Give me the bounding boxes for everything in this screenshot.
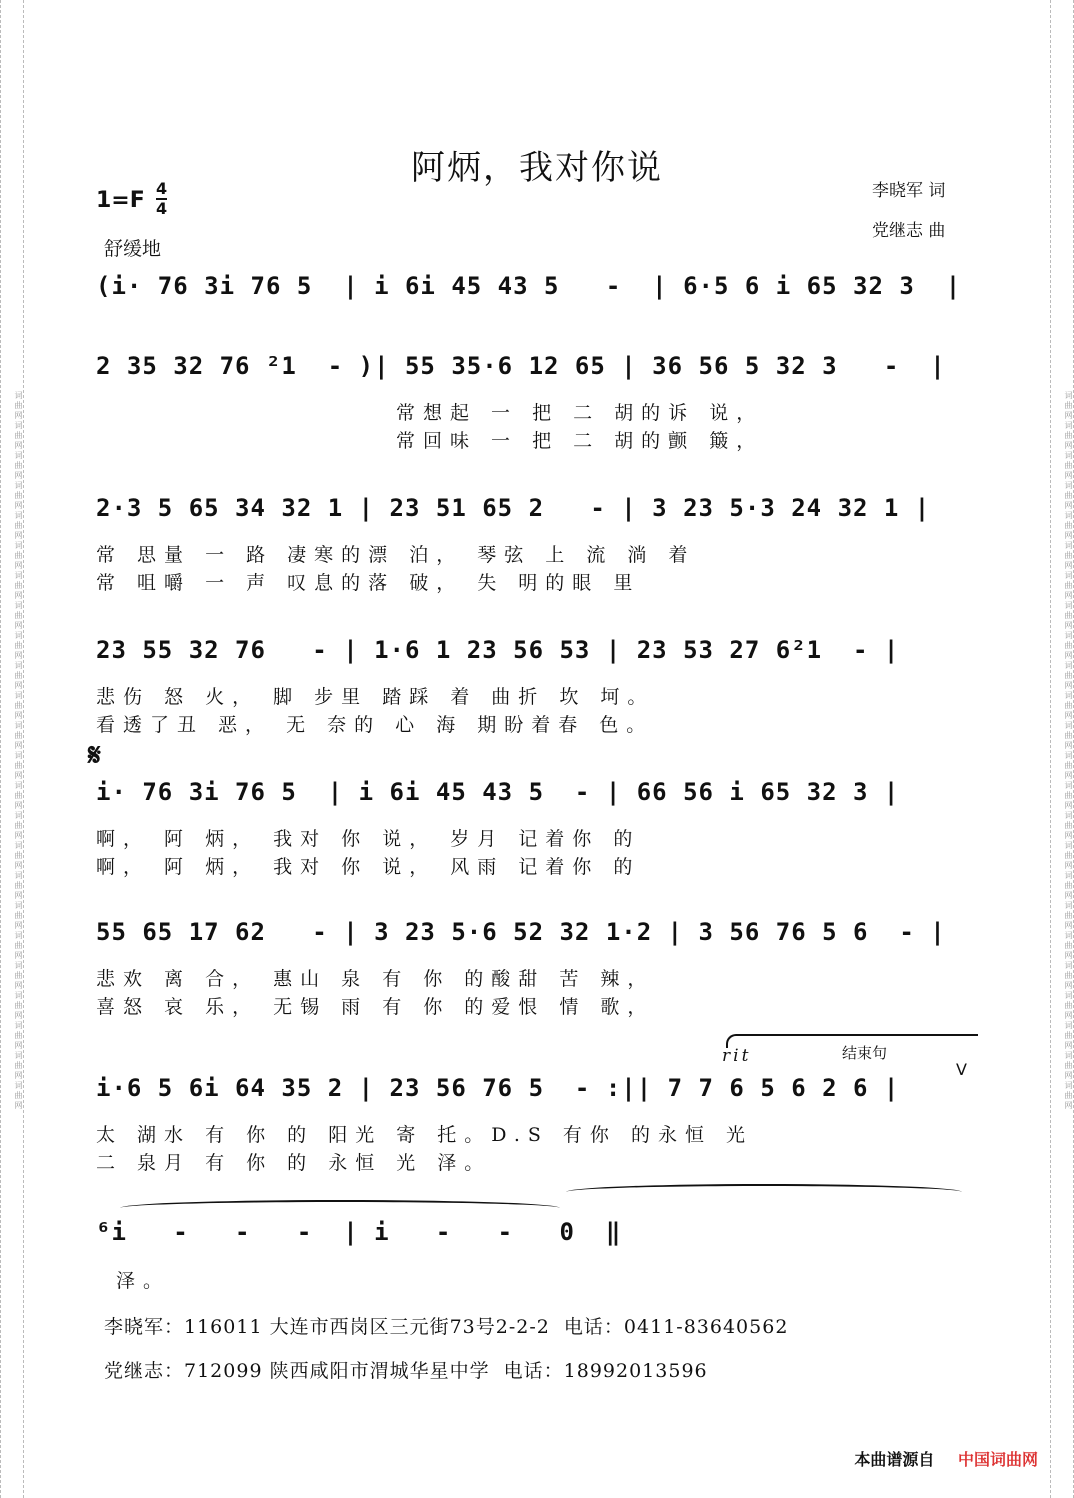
notation-line: 23 55 32 76 - | 1·6 1 23 56 53 | 23 53 27 6²1 - |	[96, 636, 900, 664]
key-signature: 1=F	[96, 188, 145, 213]
song-title: 阿炳，我对你说	[411, 148, 663, 188]
lyric-line: 啊， 阿 炳， 我对 你 说， 风雨 记着你 的	[96, 856, 641, 878]
segno-sign: 𝄋	[88, 738, 101, 773]
lyric-line: 泽。	[116, 1270, 171, 1292]
notation-line: 2·3 5 65 34 32 1 | 23 51 65 2 - | 3 23 5·3 24 32 1 |	[96, 494, 931, 522]
lyric-line: 常想起 一 把 二 胡的诉 说，	[396, 402, 764, 424]
lyric-line: 看透了丑 恶， 无 奈的 心 海 期盼着春 色。	[96, 714, 654, 736]
lyric-line: 常回味 一 把 二 胡的颤 簸，	[396, 430, 764, 452]
contact-composer: 党继志：712099 陕西咸阳市渭城华星中学 电话：18992013596	[104, 1360, 708, 1382]
lyric-line: 喜怒 哀 乐， 无锡 雨 有 你 的爱恨 情 歌，	[96, 996, 655, 1018]
notation-line: 2 35 32 76 ²1 - )| 55 35·6 12 65 | 36 56 5 32 3 - |	[96, 352, 946, 380]
source-credit	[854, 1447, 1038, 1470]
source-site-link[interactable]: 中国词曲网	[957, 1450, 1038, 1469]
lyric-line: 二 泉月 有 你 的 永恒 光 泽。	[96, 1152, 492, 1174]
lyricist-credit: 李晓军 词	[872, 181, 946, 201]
notation-line: i· 76 3i 76 5 | i 6i 45 43 5 - | 66 56 i 65 32 3 |	[96, 778, 900, 806]
lyric-line: 太 湖水 有 你 的 阳光 寄 托。D.S 有你 的永恒 光	[96, 1124, 754, 1146]
notation-line: 55 65 17 62 - | 3 23 5·6 52 32 1·2 | 3 56 76 5 6 - |	[96, 918, 946, 946]
watermark-strip-right: 词曲网词曲网词曲网词曲网词曲网词曲网词曲网词曲网词曲网词曲网词曲网词曲网词曲网词曲网词曲网词曲网词曲网词曲网词曲网词曲网词曲网词曲网词曲网词曲网	[1050, 0, 1074, 1498]
meter-numerator: 4	[156, 179, 168, 198]
lyric-line: 啊， 阿 炳， 我对 你 说， 岁月 记着你 的	[96, 828, 641, 850]
tie-arc	[566, 1184, 962, 1200]
tempo-marking: 舒缓地	[104, 238, 162, 260]
lyric-line: 悲伤 怒 火， 脚 步里 踏踩 着 曲折 坎 坷。	[96, 686, 655, 708]
tie-arc	[120, 1200, 560, 1216]
lyric-line: 常 思量 一 路 凄寒的漂 泊， 琴弦 上 流 淌 着	[96, 544, 696, 566]
contact-lyricist: 李晓军：116011 大连市西岗区三元街73号2-2-2 电话：0411-83640562	[104, 1316, 789, 1338]
composer-credit: 党继志 曲	[872, 221, 946, 241]
notation-line: i·6 5 6i 64 35 2 | 23 56 76 5 - :|| 7 7 6 5 6 2 6 |	[96, 1074, 900, 1102]
lyric-line: 常 咀嚼 一 声 叹息的落 破， 失 明的眼 里	[96, 572, 641, 594]
source-prefix: 本曲谱源自	[854, 1450, 935, 1469]
rit-marking: rit	[722, 1046, 752, 1066]
notation-line: ⁶i - - - | i - - 0 ‖	[96, 1218, 622, 1246]
meter-denominator: 4	[156, 199, 168, 218]
time-signature	[156, 180, 167, 218]
lyric-line: 悲欢 离 合， 惠山 泉 有 你 的酸甜 苦 辣，	[96, 968, 655, 990]
ending-label: 结束句	[842, 1044, 888, 1062]
notation-line: (i· 76 3i 76 5 | i 6i 45 43 5 - | 6·5 6 i 65 32 3 |	[96, 272, 962, 300]
breath-mark: V	[956, 1060, 967, 1079]
watermark-strip-left: 词曲网词曲网词曲网词曲网词曲网词曲网词曲网词曲网词曲网词曲网词曲网词曲网词曲网词曲网词曲网词曲网词曲网词曲网词曲网词曲网词曲网词曲网词曲网词曲网	[0, 0, 24, 1498]
